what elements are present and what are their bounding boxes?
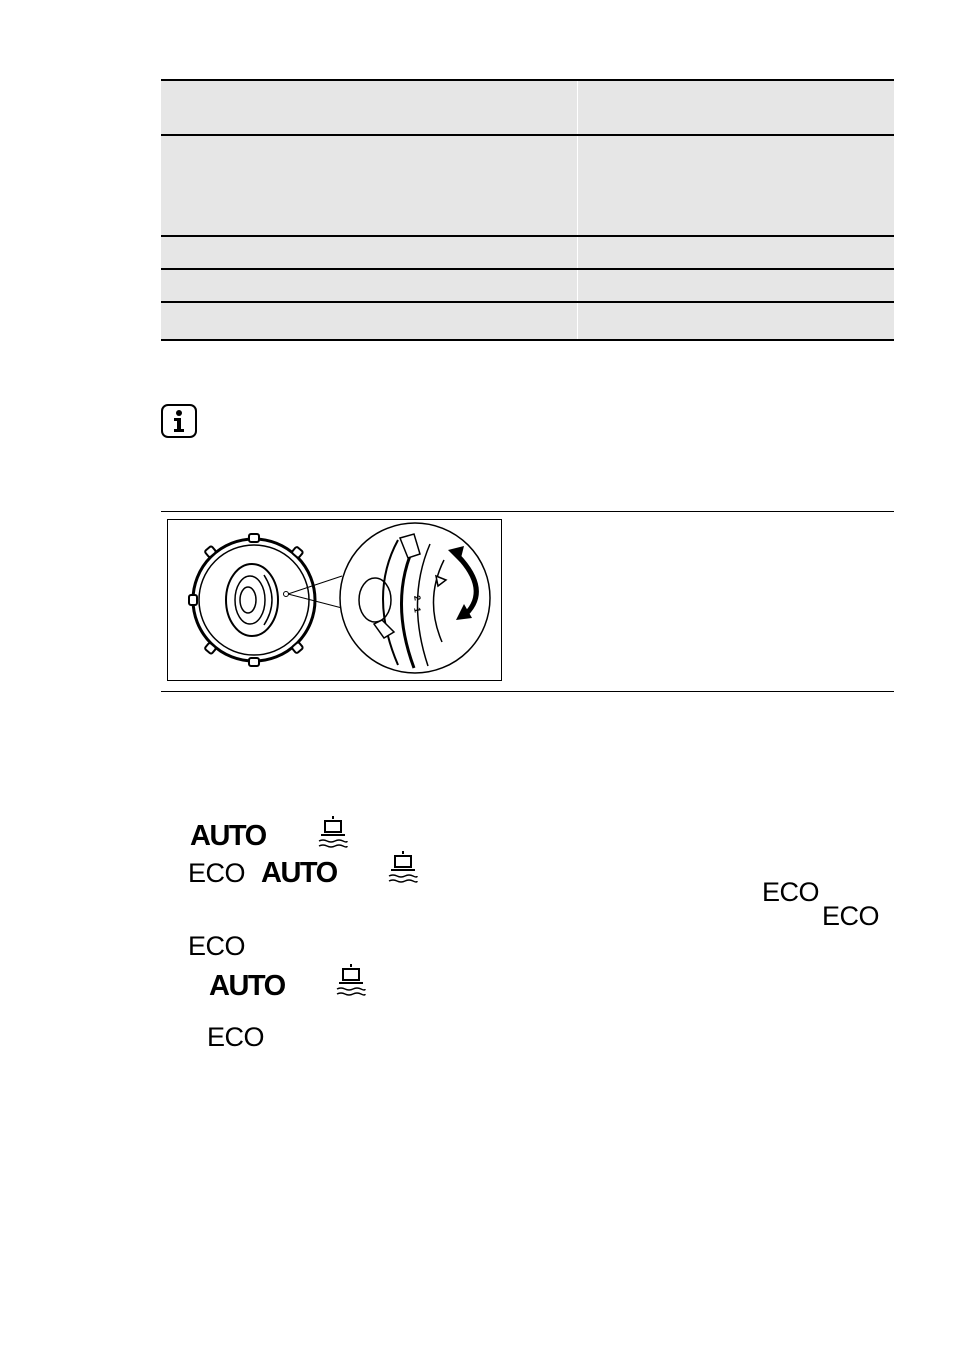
eco-symbol: ECO <box>188 858 246 888</box>
dial-mark: 1 <box>412 606 423 614</box>
dial-illustration <box>167 519 502 681</box>
eco-symbol: ECO <box>207 1022 265 1052</box>
table-row <box>161 237 894 270</box>
eco-symbol: ECO <box>762 877 820 907</box>
auto-symbol: AUTO <box>209 970 285 1002</box>
auto-symbol: AUTO <box>190 820 266 852</box>
dial-mark: 2 <box>412 594 423 602</box>
info-icon <box>161 404 197 438</box>
eco-symbol: ECO <box>188 931 246 961</box>
plate-rack-icon <box>316 815 350 849</box>
table-row <box>161 270 894 303</box>
plate-rack-icon <box>334 963 368 997</box>
figure-top-rule <box>161 511 894 512</box>
table-row <box>161 303 894 341</box>
table-row <box>161 136 894 237</box>
settings-table <box>161 79 894 341</box>
figure-bottom-rule <box>161 691 894 692</box>
auto-symbol: AUTO <box>261 857 337 889</box>
plate-rack-icon <box>386 850 420 884</box>
table-row <box>161 79 894 136</box>
eco-symbol: ECO <box>822 901 880 931</box>
